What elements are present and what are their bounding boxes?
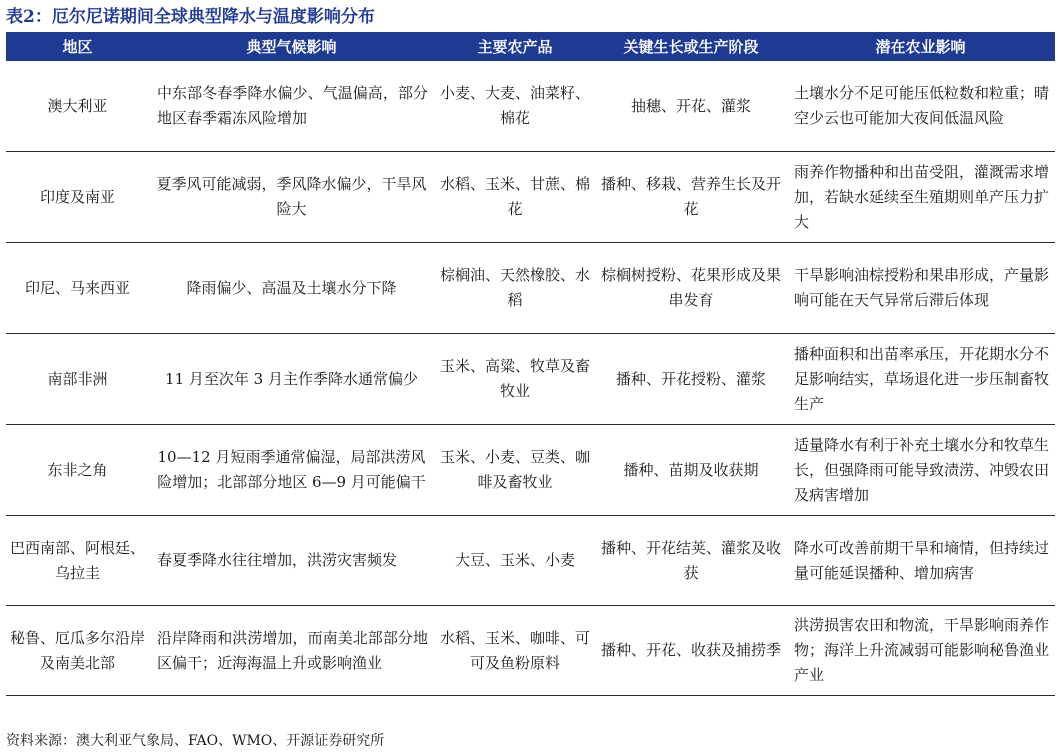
table-row [6,516,1055,606]
impact-cell: 雨养作物播种和出苗受阻，灌溉需求增加，若缺水延续至生殖期则单产压力扩大 [786,152,1055,243]
stage-cell: 抽穗、开花、灌浆 [596,61,786,152]
products-cell: 玉米、小麦、豆类、咖啡及畜牧业 [434,425,596,516]
table-row [6,606,1055,696]
region-cell: 秘鲁、厄瓜多尔沿岸及南美北部 [6,606,149,696]
header-region: 地区 [6,32,149,61]
table-row [6,152,1055,243]
region-cell: 印尼、马来西亚 [6,243,149,334]
impact-cell: 干旱影响油棕授粉和果串形成，产量影响可能在天气异常后滞后体现 [786,243,1055,334]
table-row [6,243,1055,334]
impact-cell: 降水可改善前期干旱和墒情，但持续过量可能延误播种、增加病害 [786,516,1055,606]
products-cell: 玉米、高粱、牧草及畜牧业 [434,334,596,425]
climate-cell: 中东部冬春季降水偏少、气温偏高，部分地区春季霜冻风险增加 [149,61,434,152]
climate-cell: 沿岸降雨和洪涝增加，而南美北部部分地区偏干；近海海温上升或影响渔业 [149,606,434,696]
table-row [6,334,1055,425]
region-cell: 东非之角 [6,425,149,516]
climate-cell: 10—12 月短雨季通常偏湿，局部洪涝风险增加；北部部分地区 6—9 月可能偏干 [149,425,434,516]
stage-cell: 播种、开花结荚、灌浆及收获 [596,516,786,606]
table-title: 表2：厄尔尼诺期间全球典型降水与温度影响分布 [6,7,375,27]
stage-cell: 播种、移栽、营养生长及开花 [596,152,786,243]
climate-cell: 夏季风可能减弱，季风降水偏少，干旱风险大 [149,152,434,243]
stage-cell: 播种、开花、收获及捕捞季 [596,606,786,696]
stage-cell: 播种、苗期及收获期 [596,425,786,516]
climate-cell: 11 月至次年 3 月主作季降水通常偏少 [149,334,434,425]
products-cell: 大豆、玉米、小麦 [434,516,596,606]
impact-cell: 适量降水有利于补充土壤水分和牧草生长，但强降雨可能导致渍涝、冲毁农田及病害增加 [786,425,1055,516]
products-cell: 小麦、大麦、油菜籽、棉花 [434,61,596,152]
source-note: 资料来源：澳大利亚气象局、FAO、WMO、开源证券研究所 [6,733,385,749]
stage-cell: 棕榈树授粉、花果形成及果串发育 [596,243,786,334]
header-products: 主要农产品 [434,32,596,61]
products-cell: 水稻、玉米、咖啡、可可及鱼粉原料 [434,606,596,696]
header-stage: 关键生长或生产阶段 [596,32,786,61]
header-climate: 典型气候影响 [149,32,434,61]
impact-cell: 洪涝损害农田和物流，干旱影响雨养作物；海洋上升流减弱可能影响秘鲁渔业产业 [786,606,1055,696]
region-cell: 南部非洲 [6,334,149,425]
climate-impact-table [6,32,1055,696]
table-header-row [6,32,1055,61]
products-cell: 棕榈油、天然橡胶、水稻 [434,243,596,334]
region-cell: 澳大利亚 [6,61,149,152]
stage-cell: 播种、开花授粉、灌浆 [596,334,786,425]
impact-cell: 土壤水分不足可能压低粒数和粒重；晴空少云也可能加大夜间低温风险 [786,61,1055,152]
region-cell: 巴西南部、阿根廷、乌拉圭 [6,516,149,606]
header-impact: 潜在农业影响 [786,32,1055,61]
climate-cell: 降雨偏少、高温及土壤水分下降 [149,243,434,334]
climate-cell: 春夏季降水往往增加，洪涝灾害频发 [149,516,434,606]
products-cell: 水稻、玉米、甘蔗、棉花 [434,152,596,243]
region-cell: 印度及南亚 [6,152,149,243]
table-row [6,61,1055,152]
impact-cell: 播种面积和出苗率承压，开花期水分不足影响结实，草场退化进一步压制畜牧生产 [786,334,1055,425]
table-row [6,425,1055,516]
